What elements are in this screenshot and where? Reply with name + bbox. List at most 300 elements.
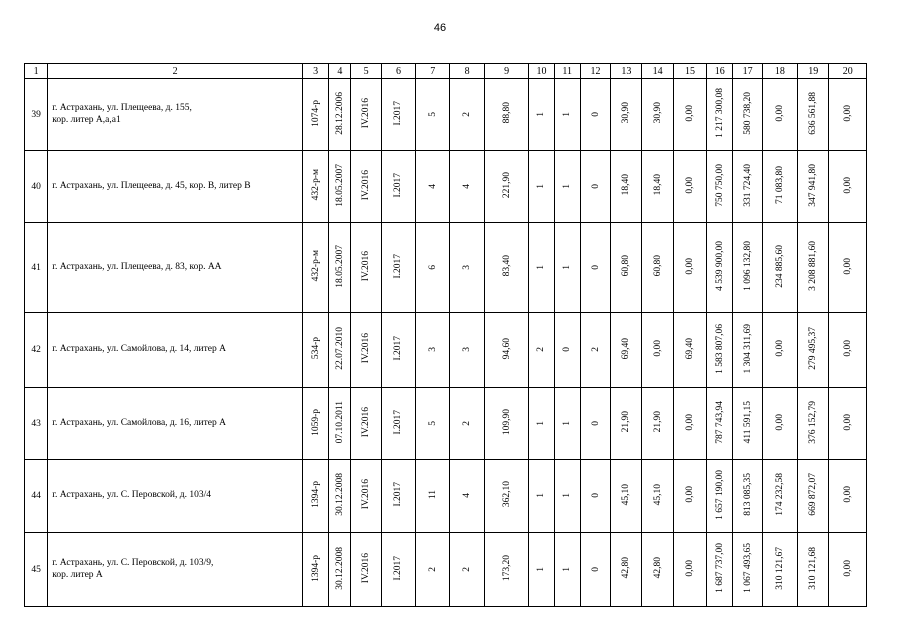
cell-c3 bbox=[302, 223, 328, 313]
cell-value: 42,80 bbox=[621, 557, 632, 579]
cell-c4 bbox=[329, 460, 351, 533]
cell-c14 bbox=[642, 460, 673, 533]
cell-c3 bbox=[302, 313, 328, 388]
cell-c11 bbox=[554, 388, 580, 460]
cell-c14 bbox=[642, 151, 673, 223]
cell-c12 bbox=[580, 223, 610, 313]
header-col-20: 20 bbox=[829, 64, 867, 79]
cell-c5 bbox=[351, 79, 381, 151]
cell-value: 1 bbox=[536, 420, 547, 426]
cell-value: IV.2016 bbox=[361, 250, 372, 282]
cell-value: 83,40 bbox=[501, 255, 512, 277]
cell-c10 bbox=[529, 79, 554, 151]
cell-value: 1 657 190,00 bbox=[714, 469, 725, 520]
header-col-17: 17 bbox=[733, 64, 762, 79]
cell-c9 bbox=[484, 533, 528, 607]
cell-c6 bbox=[381, 388, 415, 460]
address-line-1: г. Астрахань, ул. С. Перовской, д. 103/9, bbox=[52, 557, 214, 568]
cell-value: IV.2016 bbox=[361, 97, 372, 129]
cell-value: 0 bbox=[590, 493, 601, 498]
cell-c6 bbox=[381, 79, 415, 151]
cell-c13 bbox=[611, 388, 642, 460]
cell-c14 bbox=[642, 313, 673, 388]
table-row bbox=[25, 79, 867, 151]
cell-c7 bbox=[416, 313, 450, 388]
cell-value: 331 724,40 bbox=[742, 163, 753, 207]
row-number: 44 bbox=[25, 460, 48, 533]
cell-value: 0 bbox=[590, 420, 601, 426]
cell-value: 4 bbox=[462, 183, 473, 189]
table-row bbox=[25, 151, 867, 223]
cell-value: 1 bbox=[536, 183, 547, 189]
cell-c11 bbox=[554, 460, 580, 533]
cell-c18 bbox=[762, 223, 797, 313]
cell-c13 bbox=[611, 460, 642, 533]
cell-c11 bbox=[554, 223, 580, 313]
cell-value: 42,80 bbox=[652, 557, 663, 579]
cell-c15 bbox=[673, 533, 706, 607]
cell-value: 1 bbox=[562, 111, 573, 117]
cell-c4 bbox=[329, 79, 351, 151]
cell-c8 bbox=[450, 388, 484, 460]
address-cell bbox=[48, 79, 303, 151]
cell-c7 bbox=[416, 79, 450, 151]
cell-value: IV.2016 bbox=[361, 169, 372, 201]
cell-value: 1 067 493,65 bbox=[742, 543, 753, 593]
cell-value: 1 bbox=[536, 566, 547, 572]
cell-value: 0,00 bbox=[842, 257, 853, 275]
cell-value: 0,00 bbox=[774, 340, 785, 357]
cell-value: 432-р-м bbox=[310, 250, 321, 282]
cell-c17 bbox=[733, 388, 762, 460]
cell-value: 11 bbox=[427, 489, 438, 500]
cell-c19 bbox=[798, 151, 829, 223]
cell-c14 bbox=[642, 223, 673, 313]
header-col-11: 11 bbox=[554, 64, 580, 79]
cell-value: 0 bbox=[562, 347, 573, 352]
cell-value: 1394-р bbox=[310, 554, 321, 582]
cell-value: 6 bbox=[427, 264, 438, 270]
header-col-4: 4 bbox=[329, 64, 351, 79]
cell-value: 3 208 881,60 bbox=[808, 241, 819, 291]
header-col-9: 9 bbox=[484, 64, 528, 79]
row-number: 43 bbox=[25, 388, 48, 460]
cell-c19 bbox=[798, 460, 829, 533]
cell-value: 30.12.2008 bbox=[334, 473, 345, 516]
cell-value: 4 bbox=[462, 493, 473, 498]
address-cell bbox=[48, 388, 303, 460]
cell-value: 221,90 bbox=[501, 171, 512, 199]
cell-value: 1 bbox=[536, 264, 547, 270]
cell-c16 bbox=[707, 151, 733, 223]
cell-c15 bbox=[673, 313, 706, 388]
cell-value: 5 bbox=[427, 420, 438, 426]
cell-value: 45,10 bbox=[621, 483, 632, 506]
cell-c19 bbox=[798, 388, 829, 460]
cell-value: 1059-р bbox=[310, 408, 321, 436]
cell-c15 bbox=[673, 460, 706, 533]
cell-value: 2 bbox=[590, 347, 601, 352]
cell-c13 bbox=[611, 223, 642, 313]
address-cell bbox=[48, 460, 303, 533]
row-number: 41 bbox=[25, 223, 48, 313]
cell-value: 2 bbox=[462, 420, 473, 426]
cell-c17 bbox=[733, 313, 762, 388]
cell-c3 bbox=[302, 151, 328, 223]
cell-value: 0,00 bbox=[842, 486, 853, 503]
table-row bbox=[25, 313, 867, 388]
cell-value: 4 bbox=[427, 183, 438, 189]
cell-c14 bbox=[642, 79, 673, 151]
cell-value: 0,00 bbox=[774, 104, 785, 122]
cell-value: 750 750,00 bbox=[714, 163, 725, 207]
header-col-5: 5 bbox=[351, 64, 381, 79]
cell-c19 bbox=[798, 313, 829, 388]
cell-value: 0,00 bbox=[684, 257, 695, 275]
cell-value: 580 738,20 bbox=[742, 91, 753, 135]
cell-c3 bbox=[302, 533, 328, 607]
cell-c17 bbox=[733, 223, 762, 313]
cell-value: 432-р-м bbox=[310, 169, 321, 201]
cell-c17 bbox=[733, 79, 762, 151]
cell-c8 bbox=[450, 223, 484, 313]
cell-c13 bbox=[611, 533, 642, 607]
cell-value: 0,00 bbox=[684, 104, 695, 122]
cell-value: 60,80 bbox=[652, 255, 663, 277]
cell-c7 bbox=[416, 460, 450, 533]
cell-value: 28.12.2006 bbox=[334, 91, 345, 135]
cell-value: 0,00 bbox=[684, 413, 695, 431]
cell-value: 636 561,88 bbox=[808, 91, 819, 135]
cell-value: IV.2016 bbox=[361, 552, 372, 584]
register-table bbox=[24, 63, 867, 607]
cell-c9 bbox=[484, 79, 528, 151]
cell-value: 3 bbox=[462, 264, 473, 270]
cell-value: 1 bbox=[562, 493, 573, 498]
cell-value: 2 bbox=[427, 566, 438, 572]
column-number-header bbox=[25, 64, 867, 79]
cell-value: 1074-р bbox=[310, 99, 321, 127]
cell-value: 174 232,58 bbox=[774, 473, 785, 516]
cell-value: 1 304 311,69 bbox=[742, 323, 753, 374]
cell-value: 94,60 bbox=[501, 337, 512, 360]
cell-c9 bbox=[484, 313, 528, 388]
address-cell bbox=[48, 223, 303, 313]
cell-value: 88,80 bbox=[501, 102, 512, 124]
cell-value: I.2017 bbox=[393, 409, 404, 435]
header-col-16: 16 bbox=[707, 64, 733, 79]
cell-value: 109,90 bbox=[501, 408, 512, 436]
cell-value: 362,10 bbox=[501, 481, 512, 508]
cell-c19 bbox=[798, 223, 829, 313]
cell-c17 bbox=[733, 151, 762, 223]
cell-c12 bbox=[580, 313, 610, 388]
cell-c18 bbox=[762, 79, 797, 151]
cell-value: 1 096 132,80 bbox=[742, 241, 753, 291]
header-col-12: 12 bbox=[580, 64, 610, 79]
address-line-2: кор. литер А,а,а1 bbox=[52, 114, 121, 125]
cell-value: 0,00 bbox=[842, 104, 853, 122]
cell-value: 30,90 bbox=[652, 102, 663, 124]
address-cell bbox=[48, 151, 303, 223]
page-number: 46 bbox=[433, 22, 447, 34]
cell-c4 bbox=[329, 223, 351, 313]
cell-value: 2 bbox=[462, 566, 473, 572]
table-body bbox=[25, 64, 867, 607]
cell-c10 bbox=[529, 460, 554, 533]
cell-c3 bbox=[302, 79, 328, 151]
cell-value: 3 bbox=[462, 347, 473, 352]
address-cell bbox=[48, 313, 303, 388]
cell-c8 bbox=[450, 79, 484, 151]
address-line-1: г. Астрахань, ул. Самойлова, д. 16, литер А bbox=[52, 417, 226, 428]
table-row bbox=[25, 460, 867, 533]
cell-c16 bbox=[707, 533, 733, 607]
address-line-1: г. Астрахань, ул. Плещеева, д. 155, bbox=[52, 102, 192, 113]
cell-value: IV.2016 bbox=[361, 479, 372, 510]
cell-c15 bbox=[673, 151, 706, 223]
address-line-2: кор. литер А bbox=[52, 569, 103, 580]
cell-c10 bbox=[529, 313, 554, 388]
cell-value: 1 bbox=[536, 493, 547, 498]
cell-c20 bbox=[829, 313, 867, 388]
row-number: 40 bbox=[25, 151, 48, 223]
cell-c20 bbox=[829, 460, 867, 533]
cell-c10 bbox=[529, 533, 554, 607]
cell-c12 bbox=[580, 79, 610, 151]
cell-value: 310 121,67 bbox=[774, 546, 785, 590]
cell-c15 bbox=[673, 223, 706, 313]
cell-c10 bbox=[529, 388, 554, 460]
cell-c12 bbox=[580, 533, 610, 607]
cell-value: 2 bbox=[462, 111, 473, 117]
cell-value: 5 bbox=[427, 111, 438, 117]
cell-value: 07.10.2011 bbox=[334, 400, 345, 444]
cell-c6 bbox=[381, 313, 415, 388]
cell-value: 0,00 bbox=[684, 176, 695, 194]
cell-c6 bbox=[381, 460, 415, 533]
cell-value: 1 bbox=[562, 420, 573, 426]
cell-c18 bbox=[762, 388, 797, 460]
address-line-1: г. Астрахань, ул. Самойлова, д. 14, литер А bbox=[52, 344, 226, 355]
cell-c14 bbox=[642, 388, 673, 460]
cell-value: 60,80 bbox=[621, 255, 632, 277]
cell-c4 bbox=[329, 313, 351, 388]
cell-value: 0,00 bbox=[842, 559, 853, 577]
cell-c6 bbox=[381, 151, 415, 223]
cell-value: 0,00 bbox=[842, 176, 853, 194]
cell-value: 18,40 bbox=[621, 174, 632, 196]
header-col-8: 8 bbox=[450, 64, 484, 79]
cell-c11 bbox=[554, 313, 580, 388]
cell-c20 bbox=[829, 79, 867, 151]
cell-c16 bbox=[707, 388, 733, 460]
cell-c11 bbox=[554, 151, 580, 223]
header-col-1: 1 bbox=[25, 64, 48, 79]
cell-c7 bbox=[416, 388, 450, 460]
cell-c9 bbox=[484, 223, 528, 313]
table-row bbox=[25, 388, 867, 460]
cell-value: 787 743,94 bbox=[714, 400, 725, 444]
cell-value: 347 941,80 bbox=[808, 163, 819, 207]
cell-c12 bbox=[580, 388, 610, 460]
cell-value: 813 085,35 bbox=[742, 473, 753, 516]
cell-c7 bbox=[416, 223, 450, 313]
cell-value: 1 217 300,08 bbox=[714, 88, 725, 138]
cell-c17 bbox=[733, 460, 762, 533]
cell-value: 0,00 bbox=[774, 413, 785, 431]
cell-c8 bbox=[450, 533, 484, 607]
cell-c18 bbox=[762, 313, 797, 388]
cell-c13 bbox=[611, 79, 642, 151]
cell-value: 669 872,07 bbox=[808, 473, 819, 516]
address-cell bbox=[48, 533, 303, 607]
cell-c16 bbox=[707, 223, 733, 313]
header-col-19: 19 bbox=[798, 64, 829, 79]
cell-value: 21,90 bbox=[652, 411, 663, 433]
cell-c16 bbox=[707, 460, 733, 533]
cell-c15 bbox=[673, 388, 706, 460]
cell-c15 bbox=[673, 79, 706, 151]
cell-c6 bbox=[381, 223, 415, 313]
cell-c5 bbox=[351, 460, 381, 533]
cell-value: 69,40 bbox=[621, 337, 632, 360]
cell-value: 1 687 737,00 bbox=[714, 543, 725, 593]
cell-c9 bbox=[484, 151, 528, 223]
cell-value: IV.2016 bbox=[361, 333, 372, 364]
cell-c18 bbox=[762, 151, 797, 223]
cell-value: 0,00 bbox=[842, 340, 853, 357]
cell-c10 bbox=[529, 151, 554, 223]
cell-c16 bbox=[707, 79, 733, 151]
cell-c3 bbox=[302, 388, 328, 460]
header-col-7: 7 bbox=[416, 64, 450, 79]
cell-c17 bbox=[733, 533, 762, 607]
cell-value: 173,20 bbox=[501, 554, 512, 582]
header-col-10: 10 bbox=[529, 64, 554, 79]
cell-value: 22.07.2010 bbox=[334, 327, 345, 370]
cell-c13 bbox=[611, 151, 642, 223]
header-col-2: 2 bbox=[48, 64, 303, 79]
header-col-18: 18 bbox=[762, 64, 797, 79]
cell-c7 bbox=[416, 533, 450, 607]
cell-c13 bbox=[611, 313, 642, 388]
cell-value: IV.2016 bbox=[361, 406, 372, 438]
cell-c12 bbox=[580, 460, 610, 533]
cell-value: I.2017 bbox=[393, 100, 404, 126]
cell-value: 3 bbox=[427, 347, 438, 352]
cell-value: 534-р bbox=[310, 337, 321, 360]
cell-value: 0,00 bbox=[652, 340, 663, 357]
row-number: 42 bbox=[25, 313, 48, 388]
cell-value: 18.05.2007 bbox=[334, 163, 345, 207]
cell-c18 bbox=[762, 460, 797, 533]
cell-c4 bbox=[329, 533, 351, 607]
cell-value: 0 bbox=[590, 111, 601, 117]
cell-c20 bbox=[829, 533, 867, 607]
header-col-15: 15 bbox=[673, 64, 706, 79]
cell-c5 bbox=[351, 313, 381, 388]
cell-c5 bbox=[351, 223, 381, 313]
cell-c19 bbox=[798, 79, 829, 151]
cell-value: I.2017 bbox=[393, 555, 404, 581]
address-line-1: г. Астрахань, ул. С. Перовской, д. 103/4 bbox=[52, 490, 211, 501]
cell-value: 0,00 bbox=[684, 559, 695, 577]
cell-c11 bbox=[554, 533, 580, 607]
header-col-14: 14 bbox=[642, 64, 673, 79]
cell-value: 18.05.2007 bbox=[334, 244, 345, 288]
cell-c11 bbox=[554, 79, 580, 151]
cell-value: 18,40 bbox=[652, 174, 663, 196]
header-col-3: 3 bbox=[302, 64, 328, 79]
cell-c20 bbox=[829, 223, 867, 313]
cell-c4 bbox=[329, 388, 351, 460]
cell-c8 bbox=[450, 460, 484, 533]
cell-value: 1 bbox=[562, 566, 573, 572]
cell-c8 bbox=[450, 151, 484, 223]
cell-c14 bbox=[642, 533, 673, 607]
cell-c20 bbox=[829, 388, 867, 460]
cell-value: I.2017 bbox=[393, 253, 404, 279]
cell-c12 bbox=[580, 151, 610, 223]
cell-value: 376 152,79 bbox=[808, 400, 819, 444]
cell-value: 279 495,37 bbox=[808, 327, 819, 370]
cell-c7 bbox=[416, 151, 450, 223]
table-row bbox=[25, 223, 867, 313]
cell-value: 0 bbox=[590, 264, 601, 270]
address-line-1: г. Астрахань, ул. Плещеева, д. 45, кор. В, литер В bbox=[52, 180, 251, 191]
header-col-6: 6 bbox=[381, 64, 415, 79]
cell-value: I.2017 bbox=[393, 172, 404, 198]
cell-c9 bbox=[484, 388, 528, 460]
cell-value: 71 083,80 bbox=[774, 166, 785, 204]
cell-value: 0,00 bbox=[842, 413, 853, 431]
cell-c3 bbox=[302, 460, 328, 533]
cell-c4 bbox=[329, 151, 351, 223]
cell-value: 1 583 807,06 bbox=[714, 323, 725, 374]
cell-c19 bbox=[798, 533, 829, 607]
cell-value: 30.12.2008 bbox=[334, 546, 345, 590]
cell-c5 bbox=[351, 151, 381, 223]
cell-value: 69,40 bbox=[684, 337, 695, 360]
cell-value: 411 591,15 bbox=[742, 400, 753, 444]
cell-value: 0 bbox=[590, 183, 601, 189]
cell-value: 45,10 bbox=[652, 483, 663, 506]
cell-c9 bbox=[484, 460, 528, 533]
cell-c5 bbox=[351, 533, 381, 607]
cell-value: I.2017 bbox=[393, 336, 404, 361]
cell-value: 1394-р bbox=[310, 481, 321, 508]
address-line-1: г. Астрахань, ул. Плещеева, д. 83, кор. АА bbox=[52, 261, 222, 272]
header-col-13: 13 bbox=[611, 64, 642, 79]
cell-value: 0 bbox=[590, 566, 601, 572]
cell-value: 1 bbox=[562, 183, 573, 189]
table-row bbox=[25, 533, 867, 607]
cell-c10 bbox=[529, 223, 554, 313]
row-number: 45 bbox=[25, 533, 48, 607]
cell-value: 1 bbox=[562, 264, 573, 270]
cell-value: 1 bbox=[536, 111, 547, 117]
cell-c5 bbox=[351, 388, 381, 460]
cell-value: 30,90 bbox=[621, 102, 632, 124]
cell-value: 234 885,60 bbox=[774, 244, 785, 288]
cell-value: 4 539 900,00 bbox=[714, 241, 725, 291]
cell-c20 bbox=[829, 151, 867, 223]
cell-value: I.2017 bbox=[393, 482, 404, 507]
cell-value: 310 121,68 bbox=[808, 546, 819, 590]
cell-c16 bbox=[707, 313, 733, 388]
cell-value: 21,90 bbox=[621, 411, 632, 433]
